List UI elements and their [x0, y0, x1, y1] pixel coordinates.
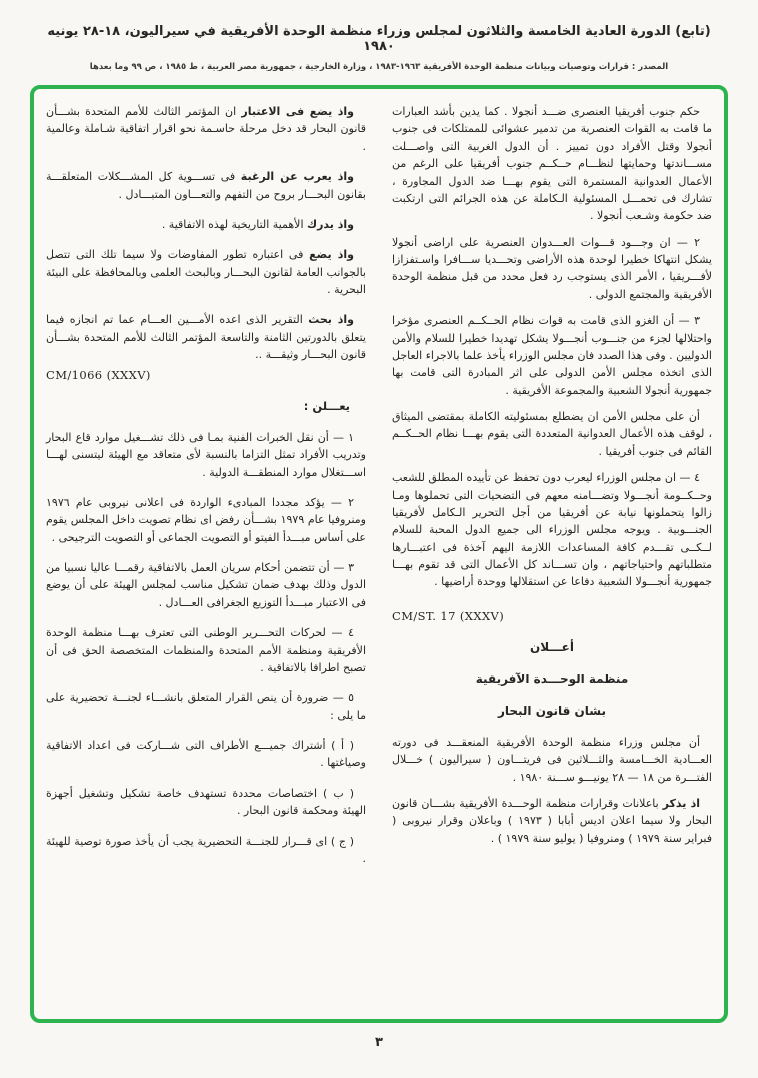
header-title: (تابع) الدورة العادية الخامسة والثلاثون لمجلس وزراء منظمة الوحدة الأفريقية في سيراليون، ١٨-٢٨ يونيه ١٩٨٠	[47, 24, 711, 54]
preamble-aware-paragraph	[46, 216, 366, 233]
right-column	[392, 103, 712, 1009]
point-5-paragraph: ٥ — ضرورة أن ينص القرار المتعلق بانشـــاء لجنـــة تحضيرية على ما يلى :	[46, 691, 366, 722]
declares-heading: يعـــلن :	[303, 398, 350, 413]
header-source: المصدر : قرارات وتوصيات وبيانات منظمة الوحدة الأفريقية ١٩٦٣-١٩٨٣ ، وزارة الخارجية ، جمهورية مصر العربية ، ط ١٩٨٥ ، ص ٩٩ وما بعدها	[89, 62, 669, 72]
preamble-session-paragraph: أن مجلس وزراء منظمة الوحدة الأفريقية المنعقـــد فى دورته العـــادية الخـــامسة والثـــلاثين فى فريتـــاون ( سيراليون ) خـــلال الفتـــرة من ١٨ — ٢٨ يونيـــو ســـنة ١٩٨٠ .	[392, 735, 712, 784]
point-1-paragraph: ١ — أن نقل الخبرات الفنية بمـا فى ذلك تشـــغيل موارد قاع البحار وتدريب الأفراد تمثل التزاما بالنسبة لأى متعاقد مع الهيئة ليتسنى لهـــا اســـتغلال موارد المنطقـــة الدولية .	[46, 430, 366, 479]
point-2-paragraph: ٢ — يؤكد مجددا المبادىء الواردة فى اعلانى نيروبى عام ١٩٧٦ ومنروفيا عام ١٩٧٩ بشـــأن رفض اى نظام تصويت داخل المجلس يقوم على أساس مبـــدأ الفيتو أو التصويت الجماعى أو التصويت الترجيحى .	[46, 495, 366, 544]
page-footer	[0, 1035, 758, 1050]
preamble-consider-paragraph	[46, 103, 366, 155]
preamble-desire-text: فى تســـوية كل المشـــكلات المتعلقـــة بقانون البحـــار بروح من التفهم والتعـــاون المتبـــادل .	[46, 170, 366, 201]
preamble-desire-paragraph	[46, 168, 366, 203]
security-council-paragraph: أن على مجلس الأمن ان يضطلع بمسئوليته الكاملة بمقتضى الميثاق ، لوقف هذه الأعمال العدوانية المتعددة التى يقوم بهـــا نظام الحــكــم القائم فى جنوب أفريقيا .	[392, 410, 712, 458]
preamble-report-text: التقرير الذى اعده الأمـــين العـــام عما تم انجازه فيما يتعلق بالدورتين الثامنة والتاسعة المؤتمر الثالث للأمم المتحدة بشـــأن قانون البحـــار وثيقـــة ..	[46, 313, 366, 362]
preamble-report-lead: واذ بحث	[308, 313, 354, 327]
declaration-heading: أعـــلان	[530, 639, 574, 654]
content-frame	[30, 85, 728, 1023]
clause-4-paragraph: ٤ — ان مجلس الوزراء ليعرب دون تحفظ عن تأييده المطلق للشعب وحــكــومة أنجـــولا وتضـــامنه معهم فى التضحيات التى تحملوها ومـا زالوا يتحملونها نيابة عن أفريقيا من أجل التحرير الـكامل لأفريقيا الجنـــوبية . ويوجه مجلس الوزراء الى جميع الدول المحبة للسلام لــكــى تقـــدم كافة المساعدات اللازمة اليهم آخذة فى اعتبـــارها متطلباتهم واحتياجاتهم ، وان تســـاند كل الأعمال التى قد تقوم بهـــا جمهورية أنجـــولا الشعبية دفاعا عن استقلالها ووحدة أراضيها .	[392, 471, 712, 589]
page-number: ٣	[375, 1035, 383, 1050]
preamble-evolution-paragraph	[46, 246, 366, 298]
preamble-evolution-text: فى اعتباره تطور المفاوضات ولا سيما تلك التى تتصل بالجوانب العامة لقانون البحـــار وبالبحث العلمى وبالمحافظة على البيئة البحرية .	[46, 248, 366, 296]
preamble-desire-lead: واذ يعرب عن الرغبة	[240, 170, 355, 184]
point-3-paragraph: ٣ — أن تتضمن أحكام سريان العمل بالاتفاقية رقمـــا عاليا نسبيا من الدول وذلك بهدف ضمان تشكيل مناسب لمجلس الهيئة على أن يوضع فى الاعتبار مبـــدأ التوزيع الجغرافى العـــادل .	[46, 561, 366, 609]
preamble-evolution-lead: واذ يضع	[309, 248, 354, 262]
preamble-consider-lead: واذ يضع فى الاعتبار	[241, 105, 354, 118]
subpoint-a-paragraph: ( أ ) أشتراك جميـــع الأطراف التى شـــاركت فى اعداد الاتفاقية وصياغتها .	[46, 739, 366, 770]
cm-1066-reference: CM/1066 (XXXV)	[46, 367, 151, 382]
preamble-recall-text: باعلانات وقرارات منظمة الوحـــدة الأفريقية بشـــان قانون البحار ولا سيما اعلان اديس أبابا ( ١٩٧٣ ) وباعلان وقرار نيروبى ( فبراير سنة ١٩٧٩ ) ومنروفيا ( يوليو سنة ١٩٧٩ ) .	[392, 796, 713, 845]
preamble-report-paragraph	[46, 311, 366, 383]
organization-heading: منظمة الوحـــدة الآفريقية	[475, 671, 629, 686]
continuation-paragraph: حكم جنوب أفريقيا العنصرى ضـــد أنجولا . كما يدين بأشد العبارات ما قامت به القوات العنصرية من تدمير عشوائى للممتلكات فى جنوب أنجولا وقتل الأفراد دون تمييز . أن الدول الغربية التى واصـــلت مســـاندتها وحمايتها لنظـــام حــكــم جنوب أفريقيا على الرغم من الأعمال العدوانية المستمرة التى يقوم بهـــا ضد الدول المجاورة ، تشارك فى تحمـــل المسئولية الـكاملة عن هذه الجرائم التى ارتكبت ضد حكومة وشـعب أنجولا .	[392, 105, 712, 223]
columns-container	[46, 103, 712, 1009]
preamble-recall-paragraph	[392, 795, 712, 847]
preamble-aware-lead: واذ يدرك	[307, 217, 354, 231]
left-column	[46, 103, 366, 1009]
subpoint-c-paragraph: ( ج ) اى قـــرار للجنـــة التحضيرية يجب أن يأخذ صورة توصية للهيئة .	[46, 834, 366, 865]
preamble-consider-text: ان المؤتمر الثالث للأمم المتحدة بشـــأن قانون البحار قد دخل مرحلة حاسـمة نحو اقرار اتفاقية شـاملة وعالمية .	[46, 105, 366, 153]
preamble-aware-text: الأهمية التاريخية لهذه الاتفاقية .	[161, 217, 304, 231]
clause-2-paragraph: ٢ — ان وجـــود قـــوات العـــدوان العنصرية على اراضى أنجولا يشكل انتهاكا خطيرا لوحدة هذه الأراضى وتحـــديا ســـافرا واسـتفزازا لأفـــريقيا ، الأمر الذى يستوجب رد فعل محدد من قبل منظمة الوحدة الأفريقية والمجتمع الدولى .	[392, 235, 712, 301]
cm-st-17-reference: CM/ST. 17 (XXXV)	[392, 608, 505, 623]
document-header	[0, 0, 758, 72]
preamble-recall-lead: اذ يذكر	[662, 796, 700, 810]
subject-heading: بشان قانون البحار	[497, 703, 607, 718]
subpoint-b-paragraph: ( ب ) اختصاصات محددة تستهدف خاصة تشكيل وتشغيل أجهزة الهيئة ومحكمة قانون البحار .	[46, 786, 366, 818]
point-4-paragraph: ٤ — لحركات التحـــرير الوطنى التى تعترف بهـــا منظمة الوحدة الأفريقية ومنظمة الأمم المتحدة والمنظمات المتخصصة الحق فى أن تصبح اطرافا بالاتفاقية .	[46, 626, 366, 674]
clause-3-paragraph: ٣ — أن الغزو الذى قامت به قوات نظام الحــكــم العنصرى مؤخرا واحتلالها لجزء من جنـــوب أنجـــولا يشكل تهديدا خطيرا للسلام والأمن الدوليين . وفى هذا الصدد فان مجلس الوزراء يأخذ علما بالاجراء العاجل الذى اتخذه مجلس الأمن الدولى على اثر المبادرة التى قامت بها جمهورية أنجولا الشعبية والمجموعة الأفريقية .	[392, 314, 712, 397]
